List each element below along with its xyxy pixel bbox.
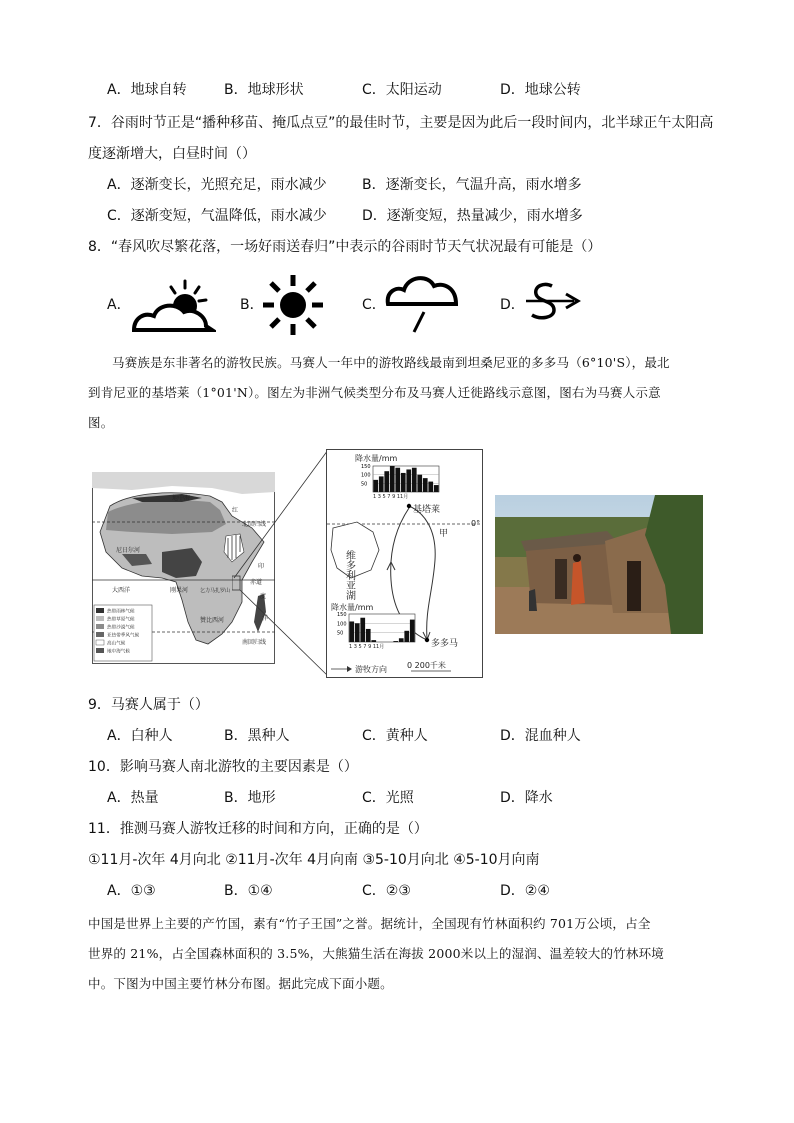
route-map-svg: [327, 450, 482, 677]
wind-icon[interactable]: [526, 282, 582, 322]
map-label-12: 红: [232, 507, 239, 514]
rain-top-bar: [434, 485, 439, 492]
lake-label: 维多利亚湖: [343, 550, 355, 600]
legend-item-4: 高山气候: [107, 641, 126, 647]
partly-cloudy-icon[interactable]: [130, 278, 216, 334]
q9-option-c[interactable]: C．黄种人: [362, 728, 428, 744]
map-label-4: 赤道: [250, 579, 263, 586]
q11-option-a[interactable]: A．①③: [107, 883, 156, 899]
map-label-9: 印: [258, 563, 265, 570]
q7-option-d[interactable]: D．逐渐变短，热量减少，雨水增多: [362, 208, 583, 224]
legend-item-2: 热带沙漠气候: [107, 625, 135, 631]
passage-bamboo-line1: 中国是世界上主要的产竹国，素有“竹子王国”之誉。据统计，全国现有竹林面积约 701万公顷，占全: [88, 916, 651, 931]
q6-option-b[interactable]: B．地球形状: [224, 82, 304, 98]
city-dodoma: 多多马: [431, 639, 459, 649]
rain-bottom-bar: [410, 620, 415, 642]
q7-option-c[interactable]: C．逐渐变短，气温降低，雨水减少: [107, 208, 327, 224]
passage-maasai-line3: 图。: [88, 415, 114, 430]
rain-top-bar: [390, 466, 395, 492]
rain-chart-bottom: [337, 612, 415, 642]
q6-option-d[interactable]: D．地球公转: [500, 82, 581, 98]
q11-choices: ①11月-次年 4月向北 ②11月-次年 4月向南 ③5-10月向北 ④5-10月向南: [88, 852, 540, 868]
rain-bottom-bar: [360, 618, 365, 642]
rain-top-bar: [384, 471, 389, 492]
map-label-6: 乞力马扎罗山: [200, 588, 231, 594]
q11-stem: 11．推测马赛人游牧迁移的时间和方向，正确的是（）: [88, 821, 428, 837]
q10-stem: 10．影响马赛人南北游牧的主要因素是（）: [88, 759, 358, 775]
rain-top-bar: [373, 480, 378, 492]
q10-option-a[interactable]: A．热量: [107, 790, 159, 806]
rain-months-top: 1 3 5 7 9 11月: [373, 494, 409, 500]
map-label-5: 刚果河: [170, 587, 189, 594]
map-label-11: 洋: [262, 615, 269, 622]
map-label-1: 北回归线: [242, 521, 267, 528]
q8-option-a[interactable]: A．: [107, 297, 131, 313]
q9-option-b[interactable]: B．黑种人: [224, 728, 290, 744]
maasai-route-map: [326, 449, 483, 678]
q8-option-c[interactable]: C．: [362, 297, 386, 313]
q8-option-b[interactable]: B．: [240, 297, 264, 313]
rain-chart-top: [361, 464, 439, 492]
q11-option-c[interactable]: C．②③: [362, 883, 411, 899]
q11-option-b[interactable]: B．①④: [224, 883, 273, 899]
map-label-10: 度: [260, 593, 267, 600]
rain-bottom-bar: [349, 621, 354, 642]
map-label-3: 大西洋: [112, 587, 131, 594]
maasai-photo: [495, 495, 703, 634]
rain-bottom-bar: [404, 631, 409, 642]
q10-option-d[interactable]: D．降水: [500, 790, 553, 806]
q7-option-a[interactable]: A．逐渐变长，光照充足，雨水减少: [107, 177, 327, 193]
rain-months-bottom: 1 3 5 7 9 11月: [349, 644, 385, 650]
map-label-7: 赞比西河: [200, 617, 225, 624]
q8-option-d[interactable]: D．: [500, 297, 525, 313]
mark-jia: 甲: [439, 529, 449, 539]
cloud-rain-icon[interactable]: [384, 272, 460, 334]
rain-top-bar: [379, 476, 384, 492]
inset-connector-lines: [232, 448, 332, 680]
q10-option-b[interactable]: B．地形: [224, 790, 276, 806]
passage-bamboo: [88, 909, 716, 999]
q7-option-b[interactable]: B．逐渐变长，气温升高，雨水增多: [362, 177, 582, 193]
q7-stem-line2: 度逐渐增大，白昼时间（）: [88, 146, 256, 162]
q9-option-a[interactable]: A．白种人: [107, 728, 173, 744]
rain-bottom-bar: [399, 638, 404, 642]
map-label-8: 南回归线: [242, 639, 267, 646]
q9-stem: 9．马赛人属于（）: [88, 697, 209, 713]
rain-bottom-ytick: 50: [337, 630, 344, 637]
passage-maasai: [88, 348, 716, 438]
sunny-icon[interactable]: [262, 274, 324, 336]
q9-option-d[interactable]: D．混血种人: [500, 728, 581, 744]
rain-bottom-ytick: 100: [337, 621, 347, 628]
rain-top-bar: [406, 469, 411, 492]
rain-bottom-bar: [393, 641, 398, 642]
legend-item-1: 热带草原气候: [107, 617, 135, 623]
rain-title-top: 降水量/mm: [355, 454, 398, 463]
equator-label: 0°: [471, 519, 481, 528]
rain-title-bottom: 降水量/mm: [331, 603, 374, 612]
rain-bottom-bar: [355, 623, 360, 642]
legend-item-3: 亚热带季风气候: [107, 633, 140, 639]
rain-top-bar: [423, 478, 428, 492]
rain-bottom-bar: [366, 629, 371, 642]
q11-option-d[interactable]: D．②④: [500, 883, 550, 899]
map-label-2: 尼日尔河: [116, 547, 141, 554]
rain-bottom-ytick: 150: [337, 612, 347, 618]
rain-top-ytick: 50: [361, 481, 368, 488]
passage-maasai-line2: 到肯尼亚的基塔莱（1°01'N）。图左为非洲气候类型分布及马赛人迁徙路线示意图，图右为马赛人示意: [88, 385, 661, 400]
city-kitale: 基塔莱: [413, 505, 441, 515]
q6-option-a[interactable]: A．地球自转: [107, 82, 187, 98]
rain-top-bar: [401, 473, 406, 492]
rain-top-bar: [395, 468, 400, 492]
map-label-0: 地中海: [172, 495, 191, 502]
rain-bottom-bar: [371, 640, 376, 642]
q8-stem: 8．“春风吹尽繁花落，一场好雨送春归”中表示的谷雨时节天气状况最有可能是（）: [88, 239, 602, 255]
passage-maasai-line1: 马赛族是东非著名的游牧民族。马赛人一年中的游牧路线最南到坦桑尼亚的多多马（6°10'S），最北: [112, 355, 670, 370]
route-legend-label: 游牧方向: [355, 665, 387, 674]
q7-stem-line1: 7．谷雨时节正是“播种移苗、掩瓜点豆”的最佳时节，主要是因为此后一段时间内，北半球正午太阳高: [88, 115, 714, 131]
passage-bamboo-line3: 中。下图为中国主要竹林分布图。据此完成下面小题。: [88, 976, 393, 991]
passage-bamboo-line2: 世界的 21%，占全国森林面积的 3.5%，大熊猫生活在海拔 2000米以上的湿润、温差较大的竹林环境: [88, 946, 664, 961]
rain-top-bar: [417, 475, 422, 492]
legend-item-0: 热带雨林气候: [107, 609, 135, 615]
q10-option-c[interactable]: C．光照: [362, 790, 414, 806]
legend-item-5: 地中海气候: [107, 649, 130, 655]
q6-option-c[interactable]: C．太阳运动: [362, 82, 442, 98]
rain-top-bar: [412, 468, 417, 492]
scale-label: 0 200千米: [407, 661, 446, 670]
rain-top-bar: [428, 482, 433, 492]
rain-top-ytick: 100: [361, 472, 371, 479]
rain-top-ytick: 150: [361, 464, 371, 470]
